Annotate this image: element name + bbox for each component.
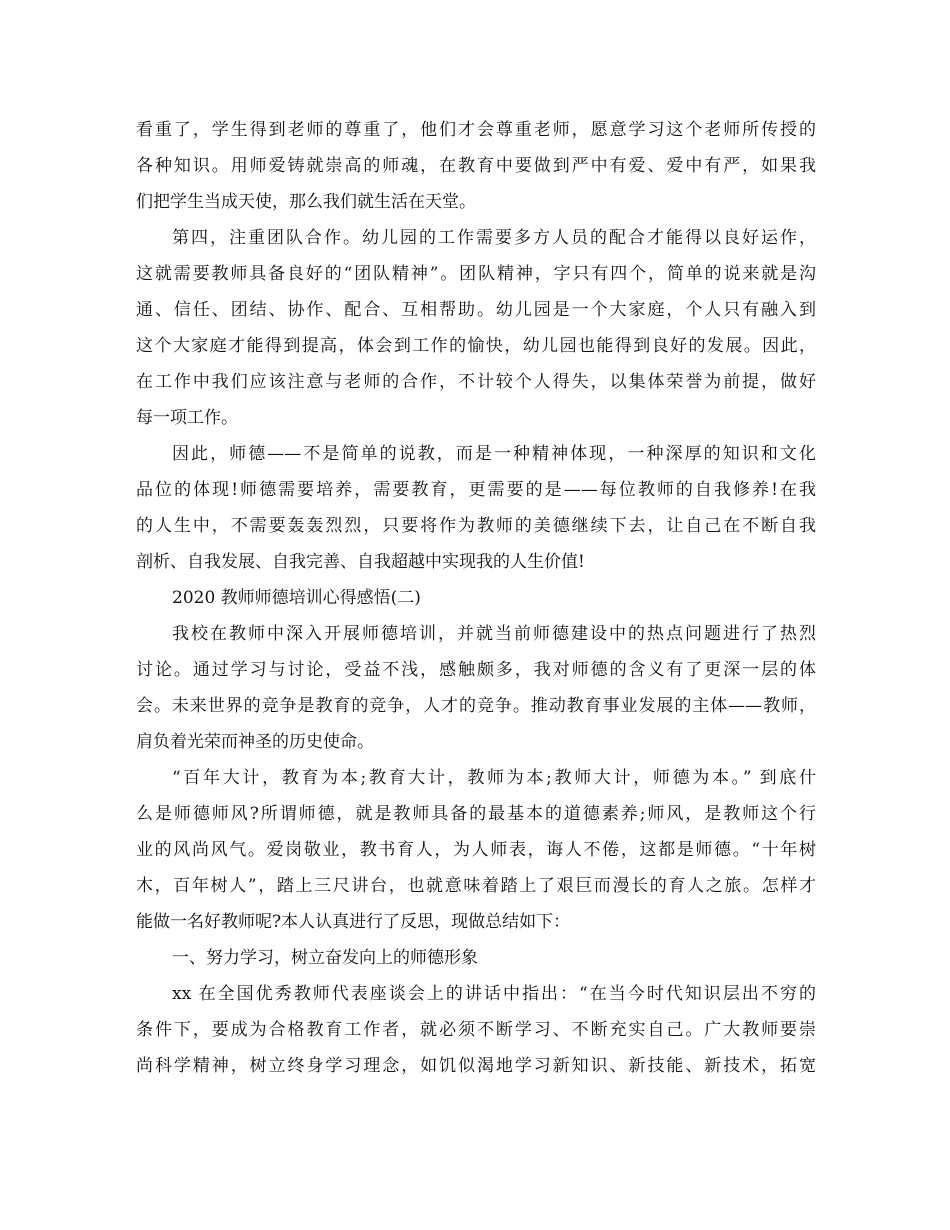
text-line: 么是师德师风?所谓师德，就是教师具备的最基本的道德素养;师风，是教师这个行: [136, 804, 816, 824]
text-line: 这就需要教师具备良好的“团队精神”。团队精神，字只有四个，简单的说来就是沟: [136, 264, 816, 284]
text-line: 尚科学精神，树立终身学习理念，如饥似渴地学习新知识、新技能、新技术，拓宽: [136, 1056, 816, 1076]
text-line: “百年大计，教育为本;教育大计，教师为本;教师大计，师德为本。” 到底什: [172, 768, 816, 788]
text-line: 业的风尚风气。爱岗敬业，教书育人，为人师表，诲人不倦，这都是师德。“十年树: [136, 840, 816, 860]
text-line: 一、努力学习，树立奋发向上的师德形象: [172, 948, 478, 968]
text-line: 们把学生当成天使，那么我们就生活在天堂。: [136, 192, 476, 212]
text-line: 各种知识。用师爱铸就崇高的师魂，在教育中要做到严中有爱、爱中有严，如果我: [136, 156, 816, 176]
text-line: 肩负着光荣而神圣的历史使命。: [136, 732, 374, 752]
text-line: 讨论。通过学习与讨论，受益不浅，感触颇多，我对师德的含义有了更深一层的体: [136, 660, 816, 680]
document-body: [136, 112, 816, 1084]
text-line: xx 在全国优秀教师代表座谈会上的讲话中指出：“在当今时代知识层出不穷的: [172, 984, 816, 1004]
text-line: 木，百年树人”，踏上三尺讲台，也就意味着踏上了艰巨而漫长的育人之旅。怎样才: [136, 876, 816, 896]
text-line: 能做一名好教师呢?本人认真进行了反思，现做总结如下：: [136, 912, 571, 932]
text-line: 我校在教师中深入开展师德培训，并就当前师德建设中的热点问题进行了热烈: [172, 624, 816, 644]
text-line: 因此，师德——不是简单的说教，而是一种精神体现，一种深厚的知识和文化: [172, 444, 816, 464]
text-line: 品位的体现!师德需要培养，需要教育，更需要的是——每位教师的自我修养!在我: [136, 480, 816, 500]
text-line: 条件下，要成为合格教育工作者，就必须不断学习、不断充实自己。广大教师要崇: [136, 1020, 816, 1040]
text-line: 看重了，学生得到老师的尊重了，他们才会尊重老师，愿意学习这个老师所传授的: [136, 120, 816, 140]
text-line: 每一项工作。: [136, 408, 238, 428]
text-line: 在工作中我们应该注意与老师的合作，不计较个人得失，以集体荣誉为前提，做好: [136, 372, 816, 392]
text-line: 2020 教师师德培训心得感悟(二): [172, 588, 421, 608]
text-line: 这个大家庭才能得到提高，体会到工作的愉快，幼儿园也能得到良好的发展。因此，: [136, 336, 816, 356]
text-line: 通、信任、团结、协作、配合、互相帮助。幼儿园是一个大家庭，个人只有融入到: [136, 300, 816, 320]
text-line: 会。未来世界的竞争是教育的竞争，人才的竞争。推动教育事业发展的主体——教师，: [136, 696, 816, 716]
text-line: 剖析、自我发展、自我完善、自我超越中实现我的人生价值!: [136, 552, 585, 572]
text-line: 的人生中，不需要轰轰烈烈，只要将作为教师的美德继续下去，让自己在不断自我: [136, 516, 816, 536]
text-line: 第四，注重团队合作。幼儿园的工作需要多方人员的配合才能得以良好运作，: [172, 228, 816, 248]
